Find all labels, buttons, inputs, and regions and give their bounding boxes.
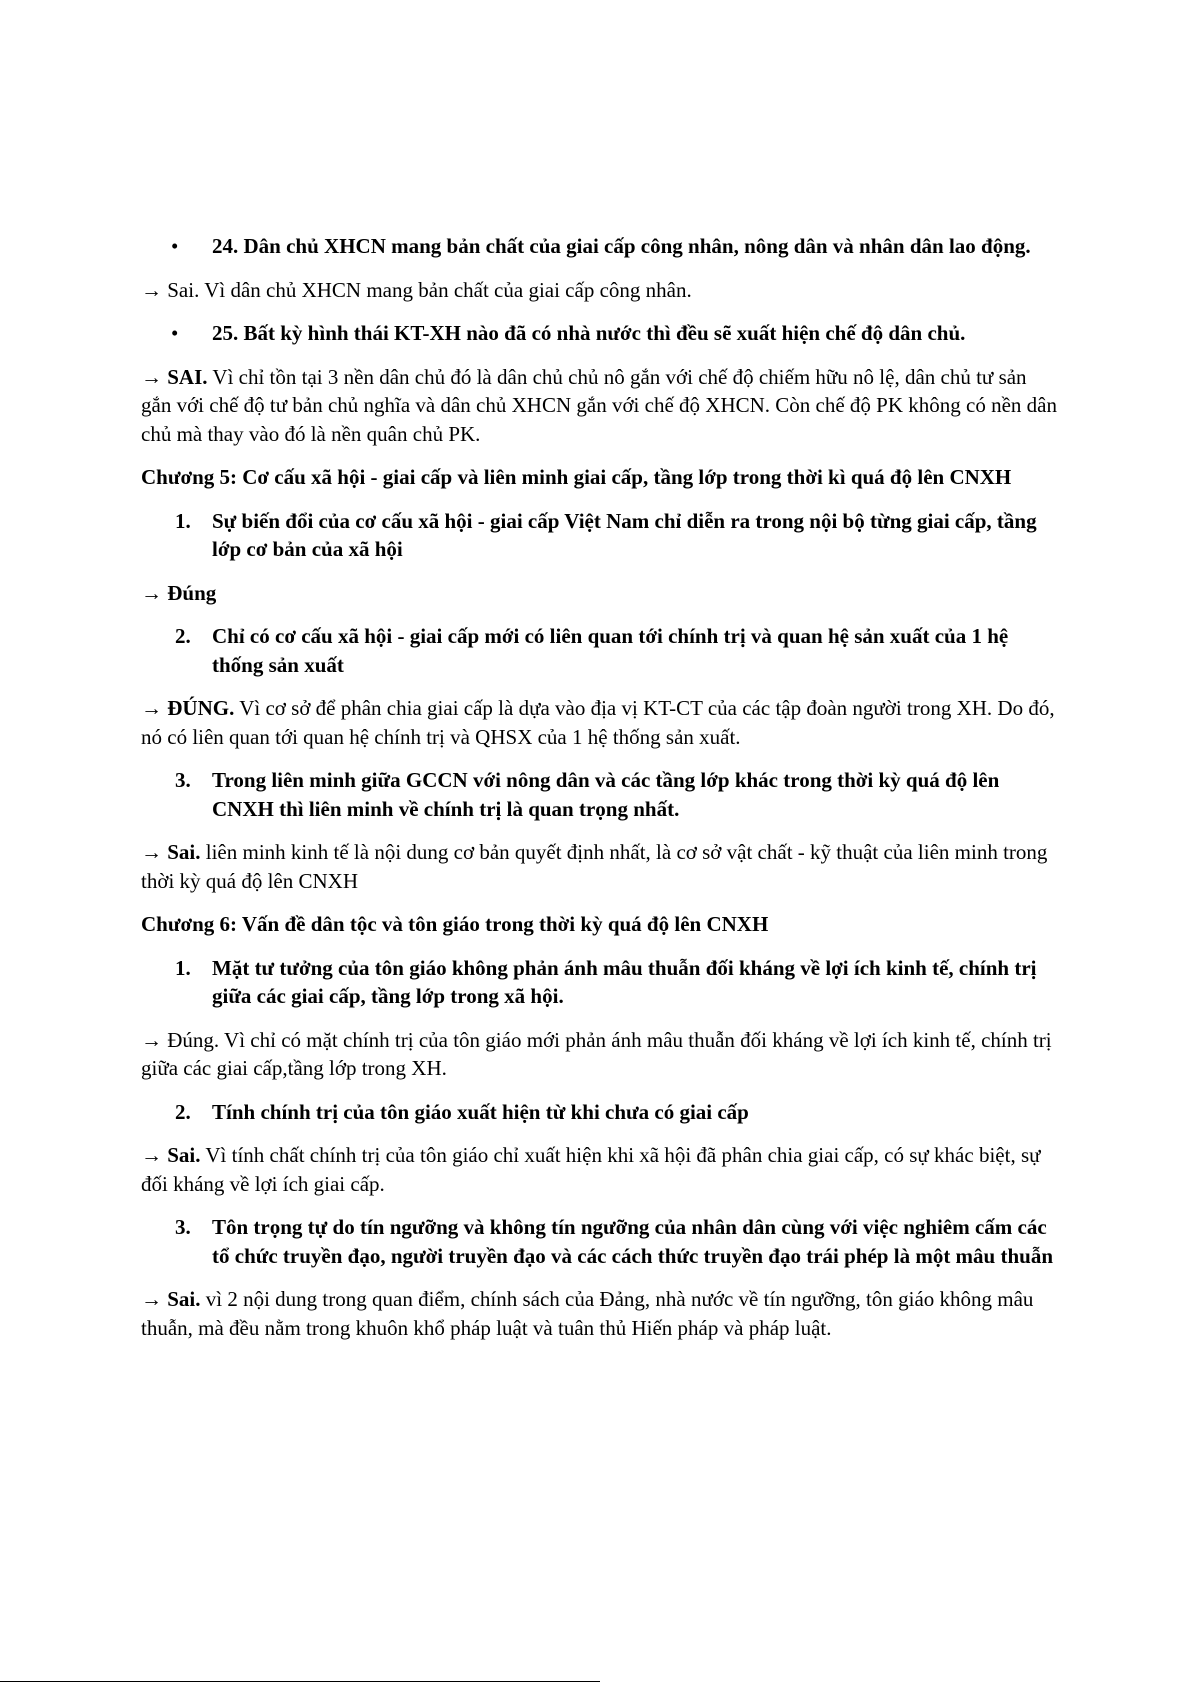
- answer-text: vì 2 nội dung trong quan điểm, chính sách của Đảng, nhà nước về tín ngưỡng, tôn giáo không mâu thuẫn, mà đều nằm trong khuôn khổ pháp luật và tuân thủ Hiến pháp và pháp luật.: [141, 1287, 1034, 1340]
- question-number: 3.: [175, 768, 191, 792]
- arrow-icon: →: [141, 580, 162, 605]
- question-24: [141, 232, 1061, 261]
- question-text: 24. Dân chủ XHCN mang bản chất của giai cấp công nhân, nông dân và nhân dân lao động.: [212, 234, 1031, 258]
- bullet-icon: •: [171, 234, 179, 258]
- answer-verdict: Sai.: [162, 1287, 201, 1311]
- chapter-6-heading: Chương 6: Vấn đề dân tộc và tôn giáo trong thời kỳ quá độ lên CNXH: [141, 912, 769, 936]
- arrow-icon: →: [141, 277, 162, 302]
- chapter-5-answer-3: [141, 838, 1061, 895]
- answer-text: Sai. Vì dân chủ XHCN mang bản chất của giai cấp công nhân.: [162, 277, 692, 302]
- arrow-icon: →: [141, 1287, 162, 1311]
- arrow-icon: →: [141, 696, 162, 720]
- chapter-5-heading: Chương 5: Cơ cấu xã hội - giai cấp và liên minh giai cấp, tầng lớp trong thời kì quá độ lên CNXH: [141, 465, 1012, 489]
- answer-text: Vì chỉ tồn tại 3 nền dân chủ đó là dân chủ chủ nô gắn với chế độ chiếm hữu nô lệ, dân chủ tư sản gắn với chế độ tư bản chủ nghĩa và dân chủ XHCN gắn với chế độ XHCN. Còn chế độ PK không có nền dân chủ mà thay vào đó là nền quân chủ PK.: [141, 364, 1057, 446]
- question-number: 1.: [175, 508, 191, 533]
- answer-verdict: Sai.: [162, 840, 201, 864]
- answer-verdict: Đúng: [162, 580, 217, 605]
- arrow-icon: →: [141, 364, 162, 389]
- answer-verdict: SAI.: [162, 364, 208, 389]
- chapter-6-answer-3: [141, 1285, 1061, 1342]
- chapter-5-question-3: [141, 766, 1061, 823]
- chapter-5-answer-1: [141, 579, 1061, 608]
- chapter-6-answer-1: [141, 1026, 1061, 1083]
- answer-text: Đúng. Vì chỉ có mặt chính trị của tôn giáo mới phản ánh mâu thuẫn đối kháng về lợi ích kinh tế, chính trị giữa các giai cấp,tầng lớp trong XH.: [141, 1027, 1052, 1080]
- bullet-icon: •: [171, 321, 179, 345]
- chapter-5-question-2: [141, 622, 1061, 679]
- question-text: Trong liên minh giữa GCCN với nông dân và các tầng lớp khác trong thời kỳ quá độ lên CNXH thì liên minh về chính trị là quan trọng nhất.: [212, 768, 1000, 821]
- question-text: Sự biến đổi của cơ cấu xã hội - giai cấp Việt Nam chỉ diễn ra trong nội bộ từng giai cấp, tầng lớp cơ bản của xã hội: [212, 508, 1037, 561]
- question-text: Tính chính trị của tôn giáo xuất hiện từ khi chưa có giai cấp: [212, 1099, 749, 1124]
- answer-verdict: Sai.: [162, 1143, 201, 1167]
- question-text: Mặt tư tưởng của tôn giáo không phản ánh mâu thuẫn đối kháng về lợi ích kinh tế, chính trị giữa các giai cấp, tầng lớp trong xã hội.: [212, 955, 1037, 1008]
- answer-text: Vì tính chất chính trị của tôn giáo chỉ xuất hiện khi xã hội đã phân chia giai cấp, có sự khác biệt, sự đối kháng về lợi ích giai cấp.: [141, 1143, 1041, 1196]
- question-text: 25. Bất kỳ hình thái KT-XH nào đã có nhà nước thì đều sẽ xuất hiện chế độ dân chủ.: [212, 321, 966, 345]
- chapter-6-question-1: [141, 954, 1061, 1011]
- arrow-icon: →: [141, 840, 162, 864]
- question-number: 1.: [175, 955, 191, 980]
- question-number: 2.: [175, 624, 191, 648]
- question-25: [141, 319, 1061, 348]
- answer-text: liên minh kinh tế là nội dung cơ bản quyết định nhất, là cơ sở vật chất - kỹ thuật của liên minh trong thời kỳ quá độ lên CNXH: [141, 840, 1048, 893]
- chapter-6-answer-2: [141, 1141, 1061, 1198]
- answer-25: [141, 363, 1061, 449]
- chapter-5-answer-2: [141, 694, 1061, 751]
- answer-verdict: ĐÚNG.: [162, 696, 235, 720]
- answer-text: Vì cơ sở để phân chia giai cấp là dựa vào địa vị KT-CT của các tập đoàn người trong XH. Do đó, nó có liên quan tới quan hệ chính trị và QHSX của 1 hệ thống sản xuất.: [141, 696, 1055, 749]
- footer-rule: [0, 1681, 600, 1682]
- arrow-icon: →: [141, 1143, 162, 1167]
- answer-24: [141, 276, 1061, 305]
- chapter-6-question-2: [141, 1098, 1061, 1127]
- question-text: Chỉ có cơ cấu xã hội - giai cấp mới có liên quan tới chính trị và quan hệ sản xuất của 1 hệ thống sản xuất: [212, 624, 1009, 677]
- chapter-5-question-1: [141, 507, 1061, 564]
- document-body: [141, 232, 1061, 1342]
- chapter-6-question-3: [141, 1213, 1061, 1270]
- question-number: 3.: [175, 1215, 191, 1239]
- arrow-icon: →: [141, 1027, 162, 1052]
- question-text: Tôn trọng tự do tín ngưỡng và không tín ngưỡng của nhân dân cùng với việc nghiêm cấm các tổ chức truyền đạo, người truyền đạo và các cách thức truyền đạo trái phép là một mâu thuẫn: [212, 1215, 1054, 1268]
- question-number: 2.: [175, 1099, 191, 1124]
